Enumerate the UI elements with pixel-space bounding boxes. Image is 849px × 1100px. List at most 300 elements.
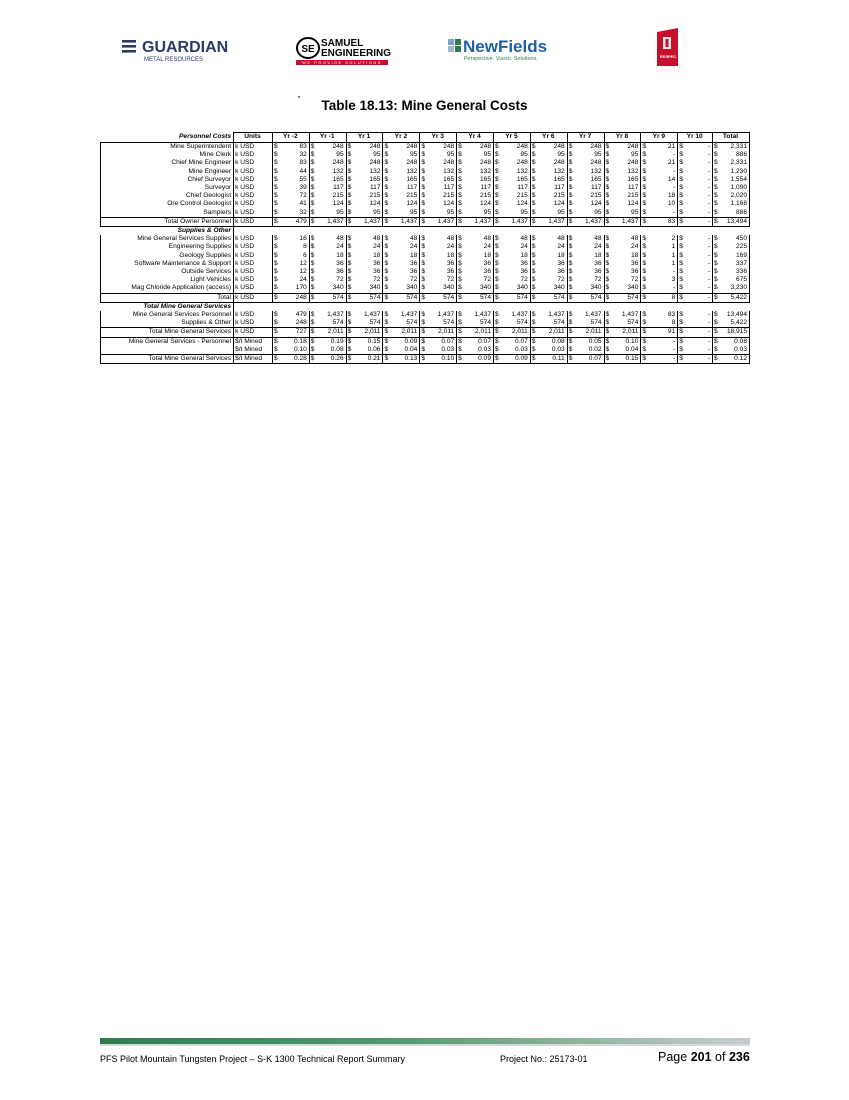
value-cell xyxy=(604,260,641,268)
currency-symbol: $ xyxy=(679,337,683,345)
cell-value: 95 xyxy=(520,151,528,159)
value-cell xyxy=(420,159,457,167)
value-cell xyxy=(641,252,678,260)
cell-value: 132 xyxy=(406,167,418,175)
value-cell xyxy=(530,346,567,355)
cell-value: 117 xyxy=(554,184,565,192)
cell-value: 124 xyxy=(369,200,381,208)
newfields-tagline: Perspective. Vision. Solutions. xyxy=(464,56,538,62)
currency-symbol: $ xyxy=(458,217,462,225)
row-label: Light Vehicles xyxy=(101,276,234,284)
column-header: Yr 1 xyxy=(346,133,383,143)
currency-symbol: $ xyxy=(714,159,718,167)
value-cell xyxy=(604,337,641,346)
currency-symbol: $ xyxy=(273,151,278,159)
value-cell xyxy=(641,293,678,302)
row-label: Mine Superintendent xyxy=(101,143,234,152)
table-header-row xyxy=(101,133,750,143)
section-spacer xyxy=(234,227,750,236)
currency-symbol: $ xyxy=(568,243,573,251)
column-header: Yr 7 xyxy=(567,133,604,143)
value-cell xyxy=(272,355,309,364)
value-cell xyxy=(309,235,346,243)
value-cell xyxy=(678,346,713,355)
value-cell xyxy=(309,243,346,251)
cell-value: 8 xyxy=(671,293,676,301)
cell-value: 14 xyxy=(667,175,676,183)
currency-symbol: $ xyxy=(531,251,536,259)
currency-symbol: $ xyxy=(605,319,610,327)
currency-symbol: $ xyxy=(384,268,389,276)
cell-value: 132 xyxy=(590,167,602,175)
table-row xyxy=(101,252,750,260)
currency-symbol: $ xyxy=(605,337,610,345)
value-cell xyxy=(383,184,420,192)
currency-symbol: $ xyxy=(495,217,499,225)
cell-value: 248 xyxy=(443,143,455,150)
guardian-logo-name: GUARDIAN xyxy=(142,39,229,56)
total-cell xyxy=(713,293,750,302)
value-cell xyxy=(530,293,567,302)
cell-value: 574 xyxy=(332,293,344,301)
cell-value: 337 xyxy=(735,259,747,267)
currency-symbol: $ xyxy=(679,217,683,225)
currency-symbol: $ xyxy=(605,345,610,353)
row-label: Total Mine General Services xyxy=(101,328,234,337)
footer-page-number xyxy=(658,1050,750,1064)
currency-symbol: $ xyxy=(679,259,683,267)
section-label: Supplies & Other xyxy=(101,227,234,236)
cell-value: - xyxy=(707,167,711,175)
cell-value: 340 xyxy=(406,284,418,292)
value-cell xyxy=(383,192,420,200)
value-cell xyxy=(530,209,567,218)
cell-value: 18 xyxy=(373,251,381,259)
cell-value: 248 xyxy=(369,143,381,150)
value-cell xyxy=(272,192,309,200)
row-label: Engineering Supplies xyxy=(101,243,234,251)
currency-symbol: $ xyxy=(421,167,425,175)
value-cell xyxy=(678,217,713,226)
value-cell xyxy=(530,184,567,192)
footer-report-title: PFS Pilot Mountain Tungsten Project – S-K 1300 Technical Report Summary xyxy=(100,1054,405,1064)
cell-value: - xyxy=(673,345,676,353)
row-label xyxy=(101,346,234,355)
cell-value: 0.10 xyxy=(441,355,455,363)
cell-value: 0.21 xyxy=(367,355,381,363)
column-header: Yr 9 xyxy=(641,133,678,143)
cell-value: 1,230 xyxy=(730,167,747,175)
currency-symbol: $ xyxy=(347,235,352,243)
currency-symbol: $ xyxy=(642,159,647,167)
currency-symbol: $ xyxy=(384,319,389,327)
cell-value: 83 xyxy=(667,311,676,319)
currency-symbol: $ xyxy=(642,167,647,175)
currency-symbol: $ xyxy=(347,184,352,192)
currency-symbol: $ xyxy=(384,167,389,175)
row-label: Software Maintenance & Support xyxy=(101,260,234,268)
page-num: 201 xyxy=(690,1050,712,1064)
value-cell xyxy=(346,192,383,200)
cell-value: 1,437 xyxy=(437,311,455,319)
cell-value: 132 xyxy=(332,167,344,175)
cell-value: 12 xyxy=(299,259,307,267)
currency-symbol: $ xyxy=(605,311,610,319)
currency-symbol: $ xyxy=(531,328,536,336)
cell-value: - xyxy=(707,293,711,301)
currency-symbol: $ xyxy=(568,251,573,259)
cell-value: - xyxy=(707,337,711,345)
cell-value: 248 xyxy=(295,319,307,327)
value-cell xyxy=(567,184,604,192)
cell-value: 36 xyxy=(373,268,381,276)
column-header: Yr 5 xyxy=(494,133,531,143)
value-cell xyxy=(494,276,531,284)
cell-value: - xyxy=(707,251,711,259)
cell-value: 132 xyxy=(369,167,381,175)
cell-value: 12 xyxy=(299,268,307,276)
currency-symbol: $ xyxy=(273,200,278,208)
value-cell xyxy=(457,192,494,200)
samuel-tagline: WE PROVIDE SOLUTIONS xyxy=(302,60,382,66)
currency-symbol: $ xyxy=(273,345,278,353)
cell-value: 0.26 xyxy=(330,355,344,363)
currency-symbol: $ xyxy=(495,192,499,200)
cell-value: 117 xyxy=(406,184,418,192)
currency-symbol: $ xyxy=(421,175,425,183)
value-cell xyxy=(494,319,531,328)
value-cell xyxy=(678,200,713,208)
cell-value: 18,915 xyxy=(726,328,747,336)
samuel-name1: SAMUEL xyxy=(321,38,364,49)
table-row xyxy=(101,260,750,268)
value-cell xyxy=(604,346,641,355)
value-cell xyxy=(420,355,457,364)
cell-value: 0.07 xyxy=(588,355,602,363)
cell-value: 165 xyxy=(369,175,381,183)
currency-symbol: $ xyxy=(421,293,425,301)
cell-value: - xyxy=(707,355,711,363)
cell-value: 95 xyxy=(631,151,639,159)
cell-value: 0.02 xyxy=(588,345,602,353)
row-units: k USD xyxy=(234,151,273,159)
cell-value: 1,437 xyxy=(327,217,344,225)
page-total: 236 xyxy=(728,1050,750,1064)
currency-symbol: $ xyxy=(458,259,462,267)
currency-symbol: $ xyxy=(642,235,647,243)
currency-symbol: $ xyxy=(495,151,499,159)
cell-value: 340 xyxy=(443,284,455,292)
total-cell xyxy=(713,319,750,328)
currency-symbol: $ xyxy=(568,151,573,159)
cell-value: 336 xyxy=(735,268,747,276)
value-cell xyxy=(567,337,604,346)
currency-symbol: $ xyxy=(679,192,683,200)
value-cell xyxy=(567,260,604,268)
currency-symbol: $ xyxy=(495,235,499,243)
currency-symbol: $ xyxy=(384,337,389,345)
currency-symbol: $ xyxy=(495,268,499,276)
cell-value: 44 xyxy=(299,167,307,175)
currency-symbol: $ xyxy=(347,355,352,363)
currency-symbol: $ xyxy=(531,184,536,192)
currency-symbol: $ xyxy=(568,268,573,276)
value-cell xyxy=(567,252,604,260)
value-cell xyxy=(457,284,494,293)
value-cell xyxy=(604,243,641,251)
cell-value: 0.15 xyxy=(367,337,381,345)
currency-symbol: $ xyxy=(605,167,610,175)
cell-value: 0.03 xyxy=(734,345,747,353)
value-cell xyxy=(346,159,383,167)
currency-symbol: $ xyxy=(458,311,462,319)
cell-value: 0.08 xyxy=(734,337,747,345)
currency-symbol: $ xyxy=(679,284,683,292)
value-cell xyxy=(604,217,641,226)
currency-symbol: $ xyxy=(714,328,718,336)
value-cell xyxy=(567,276,604,284)
cell-value: - xyxy=(707,268,711,276)
cell-value: 0.08 xyxy=(330,345,344,353)
currency-symbol: $ xyxy=(310,151,315,159)
value-cell xyxy=(641,276,678,284)
value-cell xyxy=(567,168,604,176)
value-cell xyxy=(383,276,420,284)
value-cell xyxy=(678,192,713,200)
cell-value: 248 xyxy=(295,293,307,301)
value-cell xyxy=(678,268,713,276)
cell-value: 886 xyxy=(735,151,747,159)
cell-value: 0.10 xyxy=(625,337,639,345)
value-cell xyxy=(272,235,309,243)
value-cell xyxy=(641,176,678,184)
currency-symbol: $ xyxy=(495,319,499,327)
cell-value: 215 xyxy=(480,192,492,200)
currency-symbol: $ xyxy=(347,276,352,284)
cell-value: 2,011 xyxy=(438,328,455,336)
value-cell xyxy=(346,200,383,208)
currency-symbol: $ xyxy=(421,159,425,167)
currency-symbol: $ xyxy=(605,192,610,200)
cell-value: 124 xyxy=(553,200,565,208)
cell-value: 8 xyxy=(303,243,307,251)
value-cell xyxy=(457,276,494,284)
value-cell xyxy=(346,268,383,276)
total-cell xyxy=(713,209,750,218)
cell-value: 165 xyxy=(332,175,344,183)
currency-symbol: $ xyxy=(495,159,499,167)
currency-symbol: $ xyxy=(714,276,718,284)
value-cell xyxy=(494,243,531,251)
currency-symbol: $ xyxy=(568,175,573,183)
respec-name: RESPEC xyxy=(659,54,677,59)
currency-symbol: $ xyxy=(384,151,389,159)
table-row xyxy=(101,200,750,208)
cell-value: 18 xyxy=(446,251,455,259)
cell-value: 18 xyxy=(594,251,602,259)
value-cell xyxy=(604,151,641,159)
cell-value: 1,437 xyxy=(585,217,602,225)
value-cell xyxy=(457,217,494,226)
cell-value: 95 xyxy=(336,208,344,216)
currency-symbol: $ xyxy=(421,355,425,363)
currency-symbol: $ xyxy=(310,337,315,345)
cell-value: 0.28 xyxy=(293,355,307,363)
currency-symbol: $ xyxy=(421,284,425,292)
cell-value: 215 xyxy=(443,192,455,200)
cell-value: 95 xyxy=(446,208,455,216)
cell-value: 574 xyxy=(480,293,492,301)
value-cell xyxy=(567,151,604,159)
value-cell xyxy=(346,311,383,319)
cell-value: 248 xyxy=(443,159,455,167)
cell-value: - xyxy=(707,243,711,251)
row-units: k USD xyxy=(234,168,273,176)
cell-value: 165 xyxy=(443,175,455,183)
currency-symbol: $ xyxy=(568,208,573,216)
currency-symbol: $ xyxy=(642,319,647,327)
cell-value: 1,437 xyxy=(363,311,381,319)
cell-value: 2,011 xyxy=(585,328,602,336)
currency-symbol: $ xyxy=(679,251,683,259)
cell-value: 117 xyxy=(369,184,381,192)
cell-value: 72 xyxy=(336,276,344,284)
total-cell xyxy=(713,355,750,364)
currency-symbol: $ xyxy=(310,268,315,276)
value-cell xyxy=(641,217,678,226)
value-cell xyxy=(346,243,383,251)
value-cell xyxy=(420,328,457,337)
value-cell xyxy=(604,192,641,200)
value-cell xyxy=(383,268,420,276)
value-cell xyxy=(457,184,494,192)
cell-value: 574 xyxy=(553,319,565,327)
value-cell xyxy=(530,151,567,159)
currency-symbol: $ xyxy=(384,184,389,192)
table-row xyxy=(101,192,750,200)
value-cell xyxy=(567,209,604,218)
cell-value: 3 xyxy=(671,276,676,284)
cell-value: 727 xyxy=(295,328,307,336)
total-cell xyxy=(713,260,750,268)
currency-symbol: $ xyxy=(347,159,352,167)
cell-value: - xyxy=(707,328,711,336)
value-cell xyxy=(641,151,678,159)
currency-symbol: $ xyxy=(642,311,647,319)
currency-symbol: $ xyxy=(458,167,462,175)
value-cell xyxy=(272,337,309,346)
currency-symbol: $ xyxy=(642,217,647,225)
value-cell xyxy=(309,168,346,176)
currency-symbol: $ xyxy=(605,251,610,259)
cell-value: 132 xyxy=(480,167,492,175)
cell-value: 479 xyxy=(295,217,307,225)
cell-value: 36 xyxy=(336,268,344,276)
cell-value: - xyxy=(673,184,676,192)
cell-value: 117 xyxy=(443,184,455,192)
currency-symbol: $ xyxy=(273,175,278,183)
row-units: k USD xyxy=(234,184,273,192)
cell-value: - xyxy=(673,167,676,175)
cell-value: 248 xyxy=(332,143,344,150)
currency-symbol: $ xyxy=(421,151,425,159)
cell-value: 248 xyxy=(480,143,492,150)
value-cell xyxy=(420,176,457,184)
row-units: k USD xyxy=(234,311,273,319)
cell-value: 215 xyxy=(332,192,344,200)
currency-symbol: $ xyxy=(679,328,683,336)
currency-symbol: $ xyxy=(568,284,573,292)
value-cell xyxy=(530,200,567,208)
currency-symbol: $ xyxy=(642,251,647,259)
cell-value: - xyxy=(707,192,711,200)
currency-symbol: $ xyxy=(605,243,610,251)
currency-symbol: $ xyxy=(384,208,389,216)
table-row xyxy=(101,337,750,346)
value-cell xyxy=(309,293,346,302)
currency-symbol: $ xyxy=(421,217,425,225)
cell-value: 340 xyxy=(332,284,344,292)
cell-value: 2,331 xyxy=(730,143,747,150)
currency-symbol: $ xyxy=(642,175,647,183)
value-cell xyxy=(530,159,567,167)
currency-symbol: $ xyxy=(568,167,573,175)
value-cell xyxy=(604,276,641,284)
value-cell xyxy=(641,168,678,176)
row-label: Mine General Services Supplies xyxy=(101,235,234,243)
table-row xyxy=(101,346,750,355)
cell-value: - xyxy=(673,355,676,363)
cell-value: 248 xyxy=(590,159,602,167)
currency-symbol: $ xyxy=(347,311,352,319)
row-units: k USD xyxy=(234,319,273,328)
column-header: Yr -1 xyxy=(309,133,346,143)
currency-symbol: $ xyxy=(605,293,610,301)
cell-value: 124 xyxy=(590,200,602,208)
currency-symbol: $ xyxy=(495,167,499,175)
value-cell xyxy=(346,168,383,176)
samuel-name2: ENGINEERING xyxy=(321,48,391,59)
cell-value: 8 xyxy=(671,319,676,327)
cell-value: - xyxy=(673,337,676,345)
currency-symbol: $ xyxy=(714,251,718,259)
currency-symbol: $ xyxy=(531,259,536,267)
currency-symbol: $ xyxy=(495,200,499,208)
currency-symbol: $ xyxy=(347,345,352,353)
cell-value: 248 xyxy=(406,159,418,167)
value-cell xyxy=(641,192,678,200)
value-cell xyxy=(457,209,494,218)
value-cell xyxy=(309,355,346,364)
value-cell xyxy=(420,235,457,243)
row-units: k USD xyxy=(234,192,273,200)
cell-value: 574 xyxy=(406,293,418,301)
total-cell xyxy=(713,168,750,176)
currency-symbol: $ xyxy=(384,159,389,167)
cell-value: 36 xyxy=(557,259,565,267)
currency-symbol: $ xyxy=(458,319,462,327)
row-units: k USD xyxy=(234,268,273,276)
cell-value: 0.15 xyxy=(625,355,639,363)
currency-symbol: $ xyxy=(642,208,647,216)
cell-value: 1,437 xyxy=(621,217,639,225)
value-cell xyxy=(604,252,641,260)
value-cell xyxy=(604,159,641,167)
cell-value: 340 xyxy=(553,284,565,292)
cell-value: 83 xyxy=(667,217,676,225)
cell-value: 1,437 xyxy=(363,217,381,225)
value-cell xyxy=(604,319,641,328)
